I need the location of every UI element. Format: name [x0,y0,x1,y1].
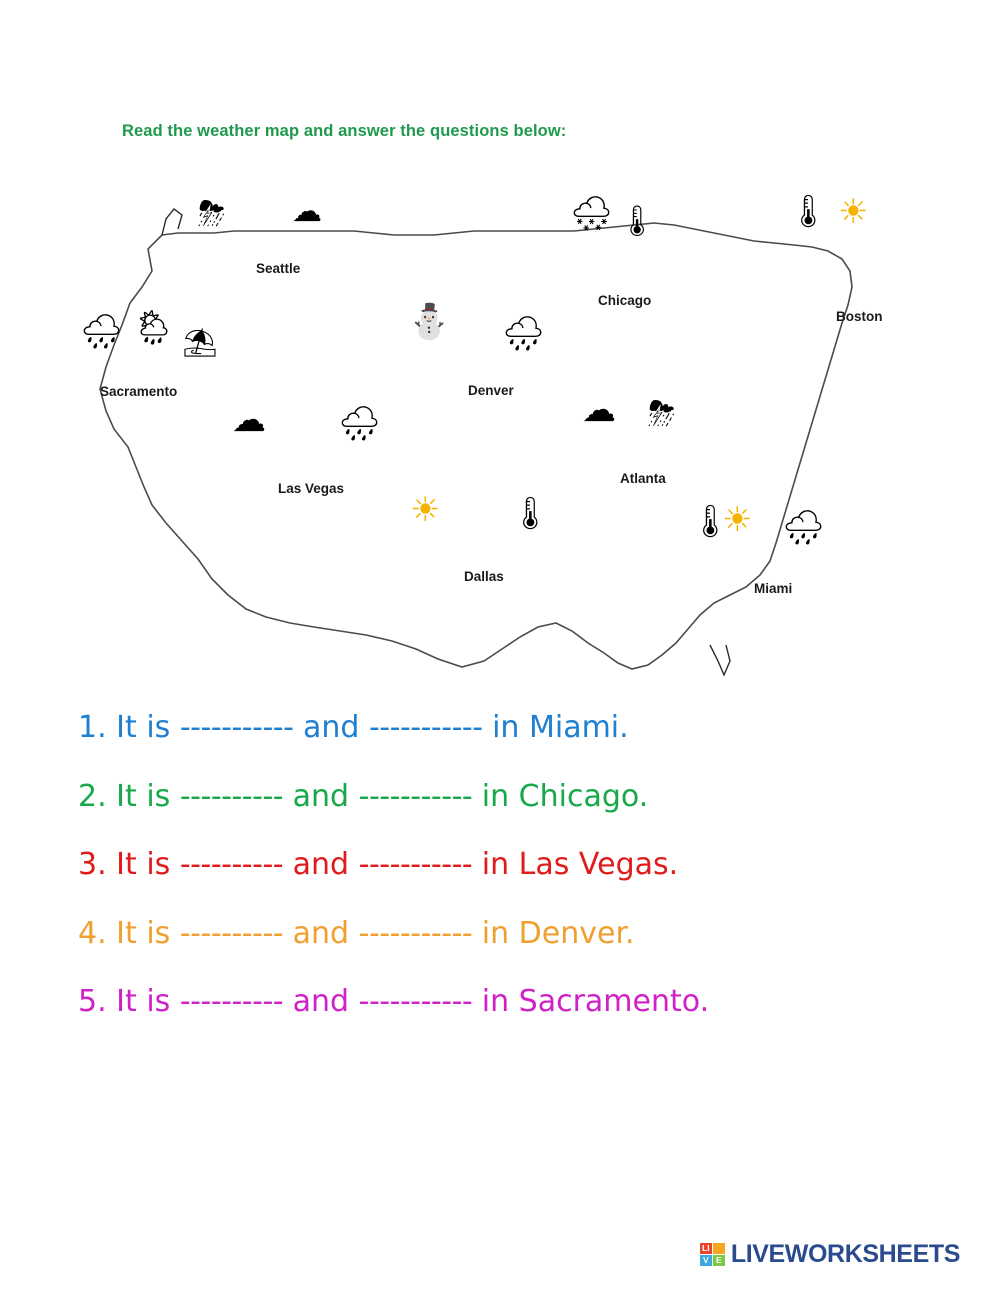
weather-icon-atlanta-storm: ⛈ [648,395,676,433]
question-suffix: in Las Vegas. [481,847,679,882]
question-suffix: in Sacramento. [481,984,710,1019]
question-prefix: It is [116,915,171,951]
question-row [78,849,958,881]
mark-tile-v: V [700,1255,712,1266]
mark-tile-e: E [713,1255,725,1266]
question-number: 1. [78,710,107,745]
weather-icon-lasvegas-cloud: ☁ [232,401,266,439]
question-prefix: It is [116,778,171,814]
question-suffix: in Denver. [481,915,635,951]
thermometer-icon-miami: 🌡 [690,503,731,539]
answer-blank-2[interactable]: ----------- [358,778,473,814]
answer-blank-2[interactable]: ----------- [358,984,473,1019]
question-suffix: in Chicago. [481,778,649,814]
weather-icon-miami-rain: 🌧 [782,509,826,547]
weather-icon-atlanta-cloud: ☁ [582,391,616,429]
answer-blank-1[interactable]: ---------- [179,984,284,1019]
thermometer-icon-dallas: 🌡 [510,495,551,531]
question-conjunction: and [292,984,350,1019]
question-suffix: in Miami. [492,710,629,745]
liveworksheets-brand-text: LIVEWORKSHEETS [730,1240,960,1268]
question-prefix: It is [116,984,171,1019]
weather-icon-sacramento-shower: 🌦 [132,309,176,347]
questions-list [78,712,958,1055]
question-conjunction: and [302,710,360,745]
answer-blank-2[interactable]: ----------- [358,915,473,951]
weather-icon-sacramento-rain: 🌧 [80,313,124,351]
city-label-chicago: Chicago [598,293,652,308]
question-conjunction: and [292,915,350,951]
city-label-seattle: Seattle [256,261,301,276]
answer-blank-2[interactable]: ----------- [358,847,473,882]
question-prefix: It is [116,847,171,882]
weather-icon-dallas-sun: ☀ [410,491,441,529]
snowman-icon-denver: ⛄ [408,303,451,341]
answer-blank-1[interactable]: ----------- [179,710,294,745]
question-number: 3. [78,847,107,882]
weather-icon-chicago-snow: 🌨 [570,195,614,233]
question-row [78,915,958,951]
weather-icon-boston-sun: ☀ [838,193,869,231]
question-row [78,986,958,1018]
mark-tile-li: LI [700,1243,712,1254]
question-number: 4. [78,915,107,951]
weather-icon-denver-rain: 🌧 [502,315,546,353]
question-prefix: It is [116,710,171,745]
umbrella-icon-sacramento: ⛱ [182,327,218,358]
weather-icon-lasvegas-rain: 🌧 [338,405,382,443]
thermometer-icon-chicago: 🌡 [618,205,657,238]
question-conjunction: and [292,847,350,882]
liveworksheets-logo[interactable] [700,1240,960,1269]
weather-map [70,175,940,695]
question-row [78,712,958,744]
question-row [78,778,958,814]
weather-icon-miami-sun: ☀ [722,501,753,539]
city-label-boston: Boston [836,309,883,324]
question-number: 5. [78,984,107,1019]
answer-blank-1[interactable]: ---------- [179,778,284,814]
city-label-lasvegas: Las Vegas [278,481,345,496]
usa-outline-map [70,175,940,695]
liveworksheets-mark-icon [700,1243,725,1266]
city-label-dallas: Dallas [464,569,504,584]
instruction-text: Read the weather map and answer the questions below: [122,122,567,140]
weather-icon-seattle: ⛈ [198,195,226,233]
mark-tile-i [713,1243,725,1254]
answer-blank-2[interactable]: ----------- [368,710,483,745]
thermometer-icon-boston: 🌡 [788,193,829,229]
city-label-denver: Denver [468,383,514,398]
city-label-sacramento: Sacramento [100,384,178,399]
city-label-atlanta: Atlanta [620,471,666,486]
weather-icon-seattle-cloud: ☁ [292,195,322,228]
answer-blank-1[interactable]: ---------- [179,847,284,882]
city-label-miami: Miami [754,581,793,596]
answer-blank-1[interactable]: ---------- [179,915,284,951]
question-conjunction: and [292,778,350,814]
question-number: 2. [78,778,107,814]
